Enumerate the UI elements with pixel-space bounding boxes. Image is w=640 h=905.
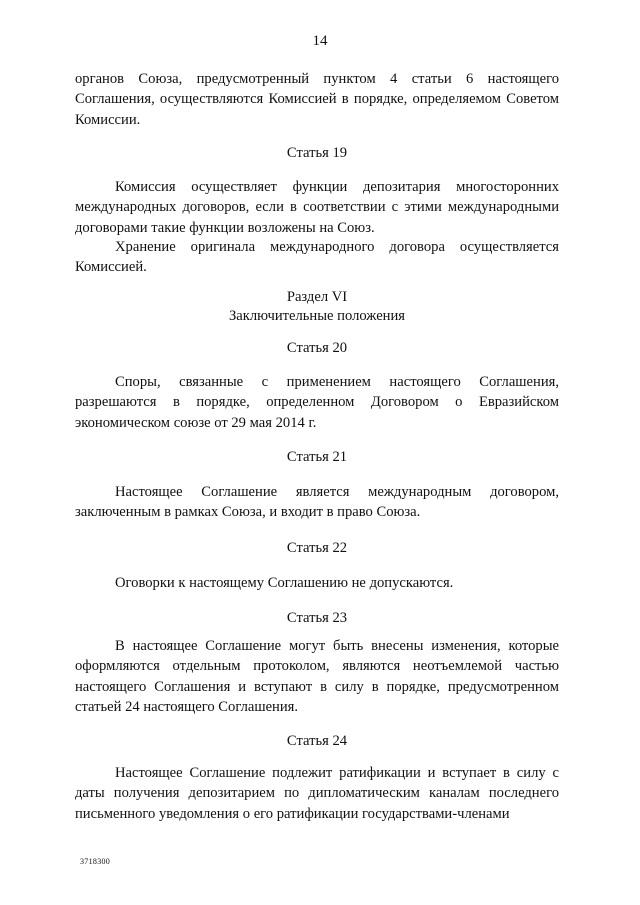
article-19-paragraph-1: Комиссия осуществляет функции депозитария многосторонних международных договоров, если в соответствии с этими международными договорами такие функции возложены на Союз. [75,179,559,236]
article-23-paragraph-1: В настоящее Соглашение могут быть внесены изменения, которые оформляются отдельным протоколом, являются неотъемлемой частью настоящего Соглашения и вступают в силу в порядке, предусмотренном статьей 24 настоящего Соглашения. [75,638,559,715]
article-20-paragraph-1: Споры, связанные с применением настоящего Соглашения, разрешаются в порядке, определенном Договором о Евразийском экономическом союзе от 29 мая 2014 г. [75,374,559,431]
intro-paragraph: органов Союза, предусмотренный пунктом 4 статьи 6 настоящего Соглашения, осуществляются Комиссией в порядке, определяемом Советом Комиссии. [75,71,559,128]
article-19-title: Статья 19 [286,145,348,161]
document-code: 3718300 [80,857,111,866]
article-20-title: Статья 20 [286,340,348,356]
article-22-paragraph-1: Оговорки к настоящему Соглашению не допускаются. [115,575,454,591]
section-6-subtitle: Заключительные положения [228,308,406,324]
page-number: 14 [312,33,328,49]
article-23-title: Статья 23 [286,610,348,626]
article-22-title: Статья 22 [286,540,348,556]
article-21-title: Статья 21 [286,449,348,465]
section-6-title: Раздел VI [286,289,348,305]
article-24-title: Статья 24 [286,733,348,749]
article-24-paragraph-1: Настоящее Соглашение подлежит ратификации и вступает в силу с даты получения депозитарием по дипломатическим каналам последнего письменного уведомления о его ратификации государствами-членами [75,765,559,822]
article-21-paragraph-1: Настоящее Соглашение является международным договором, заключенным в рамках Союза, и входит в право Союза. [75,484,559,521]
article-19-paragraph-2: Хранение оригинала международного договора осуществляется Комиссией. [75,239,559,276]
